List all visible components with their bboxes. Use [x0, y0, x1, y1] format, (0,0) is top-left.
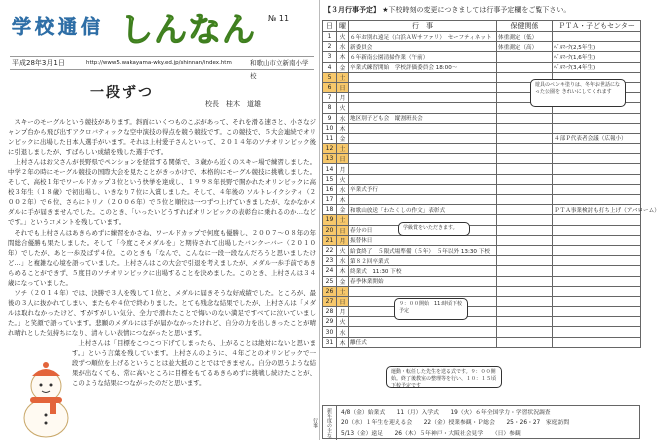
table-row: [323, 235, 641, 245]
cell-weekday: 土: [337, 72, 349, 82]
cell-health: [497, 276, 553, 286]
header-pta: ＰＴＡ・子どもセンター: [553, 21, 641, 32]
cell-health: [497, 154, 553, 164]
next-year-label: 新年度の主な行事: [323, 406, 337, 440]
cell-day: 15: [323, 174, 337, 184]
cell-pta: [553, 113, 641, 123]
cell-event: [349, 93, 497, 103]
cell-pta: [553, 307, 641, 317]
table-row: [323, 113, 641, 123]
cell-health: [497, 144, 553, 154]
table-row: [323, 195, 641, 205]
cell-day: 20: [323, 225, 337, 235]
cell-pta: [553, 32, 641, 42]
article-headline: 一段ずつ: [90, 85, 154, 101]
cell-health: [497, 317, 553, 327]
issue-date: 平成28年3月1日: [12, 59, 65, 67]
callout-note: ９：００開始 11:時頃下校予定: [394, 298, 468, 320]
cell-day: 8: [323, 103, 337, 113]
cell-day: 16: [323, 184, 337, 194]
table-row: [323, 276, 641, 286]
cell-pta: [553, 174, 641, 184]
cell-weekday: 水: [337, 113, 349, 123]
article-paragraph: 上村さんはお父さんが長野県でペンションを経営する関係で、３歳から近くのスキー場で練習しました。中学２年の時にモーグル競技の国際大会を見たことがきっかけで、本格的にモーグル競技に挑戦しました。そして、高校１年でワールドカップ３位という快挙を達成し、１９９８年長野で開かれたオリンピックに高校３年生（１８歳）で初出場し、いきなり７位に入賞しました。そして、４年後の ソルトレイクシティ（２００２年）で６位、さらにトリノ（２００６年）で５位と順位は一つずつ上げていきましたが、なかなかメダルに手が届きませんでした。このとき、「いったいどうすればオリンピックの表彰台に乗れるのか…などです。」というコメントを残しています。: [8, 158, 316, 227]
cell-pta: [553, 286, 641, 296]
cell-day: 12: [323, 144, 337, 154]
table-row: [323, 32, 641, 42]
cell-event: [349, 82, 497, 92]
cell-pta: ﾍﾞﾙﾏｰｸ(2,5年生): [553, 42, 641, 52]
cell-weekday: 月: [337, 307, 349, 317]
article-paragraph: スキーのモーグルという競技があります。斜面にいくつものこぶがあって、それを滑る速さと、小さなジャンプ台から飛び出すアクロバティックな空中演技の得点を競う競技です。この競技で、５大会連続でオリンピックに出場した日本人選手がいます。それは上村愛子さんといって、２０１４年のソチオリンピック後に引退しましたが、すばらしい成績を残した選手です。: [8, 118, 316, 157]
cell-event: 地区別子ども会 縦割班長会: [349, 113, 497, 123]
table-row: [323, 205, 641, 215]
header-weekday: 曜: [337, 21, 349, 32]
cell-weekday: 木: [337, 337, 349, 347]
cell-day: 29: [323, 317, 337, 327]
cell-event: 卒業式予行: [349, 184, 497, 194]
cell-weekday: 木: [337, 266, 349, 276]
cell-pta: [553, 164, 641, 174]
cell-weekday: 土: [337, 286, 349, 296]
cell-event: [349, 72, 497, 82]
cell-event: [349, 154, 497, 164]
callout-note: 運動・転任した先生を送る式です。９：００開始。終了後教室の整理等を行い、１０：１５頃下校予定です: [386, 366, 502, 388]
cell-event: 卒業式練習開始 学校評価委員会 18:00～: [349, 62, 497, 72]
cell-pta: [553, 154, 641, 164]
cell-weekday: 日: [337, 225, 349, 235]
header-health: 保健関係: [497, 21, 553, 32]
cell-weekday: 水: [337, 256, 349, 266]
cell-health: [497, 235, 553, 245]
cell-event: 終業式 11:30 下校: [349, 266, 497, 276]
cell-health: [497, 184, 553, 194]
cell-health: [497, 266, 553, 276]
cell-pta: ＰＴＡ事業検討も打ち上げ（アバローム）: [553, 205, 641, 215]
cell-day: 7: [323, 93, 337, 103]
cell-event: 給食終了 ５限式場準備（５年） ５年以外 13:30 下校: [349, 245, 497, 255]
table-row: [323, 327, 641, 337]
cell-pta: [553, 337, 641, 347]
cell-health: [497, 113, 553, 123]
cell-pta: [553, 256, 641, 266]
header-event: 行 事: [349, 21, 497, 32]
cell-event: [349, 327, 497, 337]
cell-health: [497, 123, 553, 133]
cell-event: ６年新南公園清掃作業（午前）: [349, 52, 497, 62]
table-row: [323, 164, 641, 174]
article-body: [8, 117, 316, 388]
cell-health: [497, 164, 553, 174]
cell-weekday: 土: [337, 144, 349, 154]
cell-day: 2: [323, 42, 337, 52]
cell-weekday: 水: [337, 184, 349, 194]
table-row: [323, 286, 641, 296]
cell-day: 9: [323, 113, 337, 123]
cell-day: 30: [323, 327, 337, 337]
cell-day: 23: [323, 256, 337, 266]
cell-event: 春季休業開始: [349, 276, 497, 286]
table-row: [323, 62, 641, 72]
cell-day: 31: [323, 337, 337, 347]
table-row: [323, 184, 641, 194]
cell-day: 5: [323, 72, 337, 82]
cell-health: [497, 133, 553, 143]
table-row: [323, 42, 641, 52]
masthead: [2, 2, 316, 56]
column-divider: [319, 0, 320, 440]
cell-day: 4: [323, 62, 337, 72]
schedule-note: ★下校時刻の変更につきましては行事予定欄をご覧下さい。: [382, 6, 571, 14]
cell-event: ６年お別れ遠足（白浜ＡＷサファリ） セーフティネット: [349, 32, 497, 42]
cell-pta: [553, 195, 641, 205]
schedule-table: [322, 20, 660, 348]
cell-event: 振替休日: [349, 235, 497, 245]
cell-pta: [553, 327, 641, 337]
callout-note: 遊具のペンキ塗りは、冬年お世話になった公園を きれいにしてくれます: [530, 79, 626, 107]
table-header-row: [323, 21, 641, 32]
cell-weekday: 木: [337, 52, 349, 62]
cell-event: [349, 174, 497, 184]
cell-health: [497, 174, 553, 184]
cell-weekday: 金: [337, 205, 349, 215]
cell-day: 1: [323, 32, 337, 42]
cell-health: [497, 245, 553, 255]
cell-day: 22: [323, 245, 337, 255]
cell-weekday: 火: [337, 32, 349, 42]
cell-event: [349, 133, 497, 143]
table-row: [323, 307, 641, 317]
cell-health: [497, 215, 553, 225]
cell-health: [497, 296, 553, 306]
cell-weekday: 金: [337, 133, 349, 143]
table-row: [323, 52, 641, 62]
cell-weekday: 土: [337, 215, 349, 225]
cell-event: 第８２回卒業式: [349, 256, 497, 266]
table-row: [323, 215, 641, 225]
cell-day: 26: [323, 286, 337, 296]
cell-day: 10: [323, 123, 337, 133]
cell-health: [497, 205, 553, 215]
cell-weekday: 水: [337, 327, 349, 337]
cell-pta: [553, 215, 641, 225]
cell-weekday: 月: [337, 235, 349, 245]
cell-day: 27: [323, 296, 337, 306]
schedule-title: 【３月行事予定】: [324, 6, 380, 14]
cell-event: [349, 144, 497, 154]
cell-event: [349, 103, 497, 113]
next-year-line: 5/13（金）遠足 26（木）５年神戸・大阪社会見学 （日）参観: [341, 430, 521, 437]
article-paragraph: ソチ（２０１４年）では、決勝で３人を残して１位と、メダルに届きそうな好成績でした。ところが、最後の３人に抜かれてしまい、またもや４位で終わりました。とても残念な結果でしたが、上村さんは「メダルは取れなかったけど、すがすがしい気分、全力で滑れたことで悔いのない満足ですべてに泣いていました。」と笑顔で語っています。悲願のメダルには手が届かなかったけれど、自分の力を出しきったことが晴れ晴れとした気持ちになり、清々しい表情につながったと思います。: [8, 288, 316, 337]
school-url[interactable]: http://www5.wakayama-wky.ed.jp/shinnan/index.htm: [86, 60, 232, 66]
callout-note: 学級賞をいただきます。: [398, 222, 470, 236]
cell-weekday: 日: [337, 296, 349, 306]
cell-day: 21: [323, 235, 337, 245]
cell-day: 13: [323, 154, 337, 164]
cell-day: 17: [323, 195, 337, 205]
masthead-pre-title: 学校通信: [12, 16, 105, 38]
table-row: [323, 133, 641, 143]
cell-weekday: 火: [337, 103, 349, 113]
cell-day: 19: [323, 215, 337, 225]
next-year-events: [312, 405, 640, 439]
table-row: [323, 266, 641, 276]
cell-pta: [553, 235, 641, 245]
cell-health: [497, 256, 553, 266]
cell-weekday: 火: [337, 317, 349, 327]
schedule-column: [312, 0, 660, 440]
issue-number: № 11: [268, 14, 290, 23]
cell-weekday: 金: [337, 276, 349, 286]
table-row: [323, 174, 641, 184]
cell-weekday: 月: [337, 93, 349, 103]
next-year-line: 4/8（金）始業式 11（月）入学式 19（火）６年全国学力・学習状況調査: [341, 410, 551, 416]
cell-health: [497, 286, 553, 296]
next-year-line: 20（水）１年生を迎える会 22（金）授業参観・Ｐ総会 25・26・27 家庭訪問: [341, 420, 570, 427]
cell-pta: ﾍﾞﾙﾏｰｸ(3,4年生): [553, 62, 641, 72]
table-row: [323, 154, 641, 164]
cell-pta: ４部Ｐ代表者会議（広報小）: [553, 133, 641, 143]
table-row: [323, 225, 641, 235]
cell-day: 18: [323, 205, 337, 215]
table-row: [323, 245, 641, 255]
table-row: [323, 337, 641, 347]
cell-pta: ﾍﾞﾙﾏｰｸ(1,6年生): [553, 52, 641, 62]
cell-event: 和歌山放送「わたくしの作文」表彰式: [349, 205, 497, 215]
cell-pta: [553, 266, 641, 276]
cell-pta: [553, 245, 641, 255]
cell-event: 離任式: [349, 337, 497, 347]
cell-health: [497, 225, 553, 235]
cell-pta: [553, 317, 641, 327]
cell-pta: [553, 276, 641, 286]
cell-health: [497, 307, 553, 317]
cell-event: [349, 195, 497, 205]
cell-day: 24: [323, 266, 337, 276]
cell-day: 25: [323, 276, 337, 286]
cell-pta: [553, 123, 641, 133]
table-row: [323, 123, 641, 133]
cell-health: [497, 327, 553, 337]
cell-pta: [553, 184, 641, 194]
table-row: [323, 317, 641, 327]
cell-health: [497, 52, 553, 62]
schedule-header: [324, 4, 636, 16]
cell-day: 14: [323, 164, 337, 174]
cell-day: 11: [323, 133, 337, 143]
table-row: [323, 144, 641, 154]
cell-event: [349, 286, 497, 296]
cell-event: [349, 123, 497, 133]
cell-health: [497, 62, 553, 72]
article-paragraph: 上村さんは「目標をこつこつ下げてしまったら、上がることは絶対にないと思います。」という言葉を残しています。上村さんのように、４年ごとのオリンピックで一段ずつ順位を上げるということは並大抵のことではできません。自分の思うような結果が出なくても、常に高いところに目標をもてるあきらめずに挑戦し続けたことが、このような結果につながったのだと思います。: [72, 339, 316, 388]
cell-day: 28: [323, 307, 337, 317]
cell-weekday: 火: [337, 245, 349, 255]
article-paragraph: それでも上村さんはあきらめずに練習をかさね、ワールドカップで何度も優勝し、２００７〜０８年の年間総合優勝も果たしました。そして「今度こそメダルを」と期待されて出場したバンクーバー（２０１０年）でしたが、あと一歩及ばず４位。このときも「なんで、こんなに一段一段なんだろうと思いましたけど…」と複雑な心境を語っていました。上村さんはこの大会で引退を考えましたが、メダル一歩手前であきらめることができず、５度目のソチオリンピックに出場することを決めました。このとき、上村さんは３４歳になっていました。: [8, 228, 316, 287]
newsletter-column: [0, 0, 318, 440]
cell-health: 体重測定（低）: [497, 32, 553, 42]
cell-weekday: 木: [337, 123, 349, 133]
cell-pta: [553, 296, 641, 306]
cell-pta: [553, 144, 641, 154]
next-year-lines: [341, 408, 569, 439]
cell-health: 体重測定（高）: [497, 42, 553, 52]
cell-day: 6: [323, 82, 337, 92]
cell-weekday: 日: [337, 82, 349, 92]
cell-event: [349, 164, 497, 174]
cell-event: 春分の日: [349, 225, 497, 235]
cell-weekday: 金: [337, 62, 349, 72]
info-bar: [10, 56, 314, 80]
article-author: 校長 桂木 道雄: [205, 100, 261, 108]
cell-pta: [553, 225, 641, 235]
cell-day: 3: [323, 52, 337, 62]
cell-event: 新委員会: [349, 42, 497, 52]
cell-weekday: 月: [337, 164, 349, 174]
cell-weekday: 木: [337, 195, 349, 205]
school-name: 和歌山市立新南小学校: [250, 59, 309, 80]
table-row: [323, 296, 641, 306]
cell-weekday: 水: [337, 42, 349, 52]
cell-weekday: 火: [337, 174, 349, 184]
cell-weekday: 日: [337, 154, 349, 164]
masthead-title: しんなん: [120, 10, 256, 49]
cell-health: [497, 195, 553, 205]
snowman-illustration: [20, 360, 72, 438]
header-day: 日: [323, 21, 337, 32]
table-row: [323, 256, 641, 266]
cell-health: [497, 337, 553, 347]
